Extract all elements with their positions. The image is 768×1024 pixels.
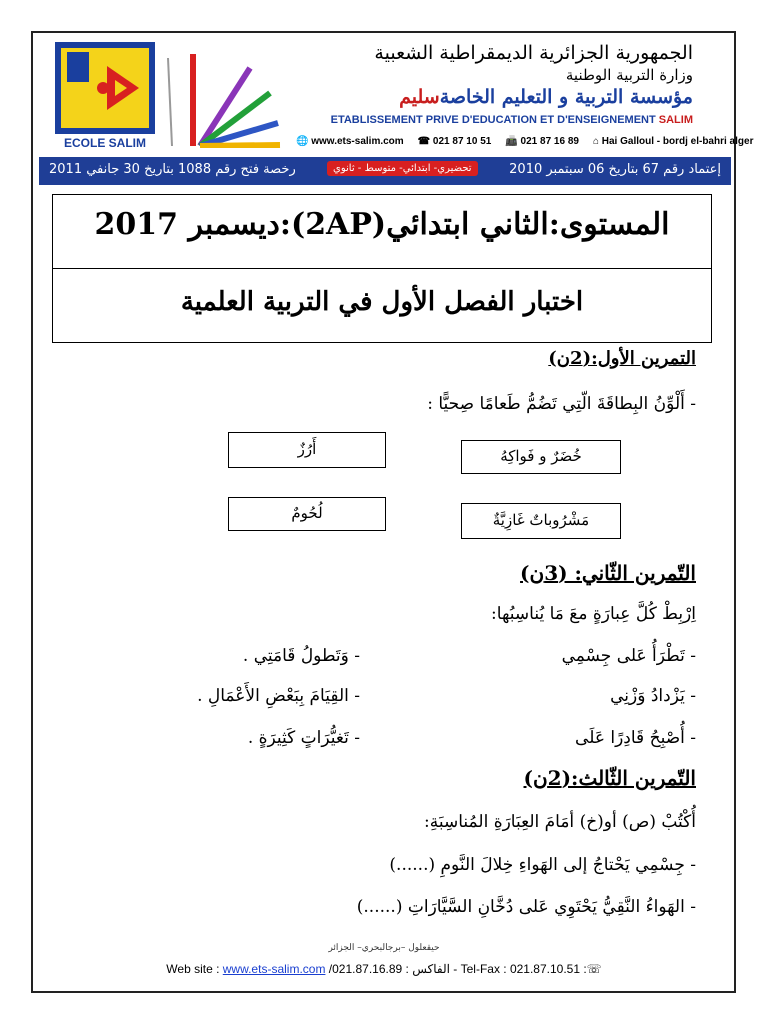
card-soft-drinks[interactable]: مَشْرُوباتٌ غَازِيَّةٌ — [461, 503, 621, 539]
building-icon: ⌂ — [592, 136, 599, 147]
footer-address: حيقعلول –برجالبحري– الجزائر — [328, 943, 440, 953]
tf-item-1: - جِسْمِي يَحْتاجُ إلى الهَواءِ خِلالَ النَّومِ (......) — [389, 855, 696, 875]
license-right: إعتماد رقم 67 بتاريخ 06 سبتمبر 2010 — [509, 162, 721, 177]
levels-badge: تحضيري- ابتدائي- متوسط - ثانوي — [327, 161, 478, 176]
exercise3-instruction: أُكْتُبْ (ص) أو(خ) أمَامَ العِبَارَةِ المُناسِبَةِ: — [424, 812, 696, 832]
phone-icon: ☎ — [417, 136, 431, 147]
match-right-1: - تَطْرَأُ عَلى جِسْمِي — [561, 646, 696, 666]
logo-text: ECOLE SALIM — [63, 136, 146, 150]
ministry-title: وزارة التربية الوطنية — [565, 66, 693, 84]
match-left-1: - وَتَطولُ قَامَتِي . — [242, 646, 360, 666]
website-text: www.ets-salim.com — [311, 136, 404, 147]
match-right-2: - يَزْدادُ وَزْنِي — [610, 686, 696, 706]
exercise3-heading: التّمرين الثّالث:(2ن) — [523, 766, 696, 790]
license-left: رخصة فتح رقم 1088 بتاريخ 30 جانفي 2011 — [49, 162, 296, 177]
globe-icon: 🌐 — [296, 136, 309, 147]
exercise2-instruction: اِرْبِطْ كُلَّ عِبارَةٍ معَ مَا يُناسِبُها: — [491, 604, 696, 624]
card-meat[interactable]: لُحُومٌ — [228, 497, 386, 531]
phone-text: 021 87 10 51 — [432, 136, 492, 147]
license-bar — [39, 157, 731, 185]
footer-contact: Web site : www.ets-salim.com /021.87.16.89 : الفاكس - Tel-Fax : 021.87.10.51 :☏ — [166, 962, 602, 976]
match-right-3: - أُصْبِحُ قَادِرًا عَلَى — [575, 728, 696, 748]
institution-title: مؤسسة التربية و التعليم الخاصةسليم — [399, 86, 693, 108]
contact-line — [296, 136, 753, 147]
match-left-3: - تَغيُّرَاتٍ كَثِيرَةٍ . — [247, 728, 360, 748]
fax-icon: 📠 — [505, 136, 518, 147]
level-box — [52, 194, 712, 269]
level-title: المستوى:الثاني ابتدائي(2AP):ديسمبر 2017 — [94, 207, 670, 242]
exercise1-instruction: - أَلْوِّنُ البِطاقَةَ الّتِي تَضُمُّ طَعامًا صِحيًّا : — [427, 394, 696, 414]
exercise2-heading: التّمرين الثّاني: (3ن) — [520, 561, 696, 585]
card-rice[interactable]: أَرُزٌ — [228, 432, 386, 468]
card-vegetables-fruits[interactable]: خُضَرٌ و فَواكِهُ — [461, 440, 621, 474]
tf-item-2: - الهَواءُ النَّقِيُّ يَحْتَوِي عَلى دُخَّانِ السَّيَّارَاتِ (......) — [356, 897, 696, 917]
school-logo — [55, 42, 155, 158]
fax-text: 021 87 16 89 — [520, 136, 579, 147]
pencils-graphic — [160, 48, 290, 148]
exam-box — [52, 268, 712, 343]
address-text: Hai Galloul - bordj el-bahri alger — [601, 136, 754, 147]
footer-website-link[interactable]: www.ets-salim.com — [222, 962, 326, 976]
republic-title: الجمهورية الجزائرية الديمقراطية الشعبية — [374, 42, 693, 64]
match-left-2: - القِيَامَ بِبَعْضِ الأَعْمَالِ . — [197, 686, 360, 706]
french-title: ETABLISSEMENT PRIVE D'EDUCATION ET D'ENSEIGNEMENT SALIM — [330, 114, 693, 126]
exam-title: اختبار الفصل الأول في التربية العلمية — [180, 287, 584, 317]
exercise1-heading: التمرين الأول:(2ن) — [548, 348, 696, 369]
